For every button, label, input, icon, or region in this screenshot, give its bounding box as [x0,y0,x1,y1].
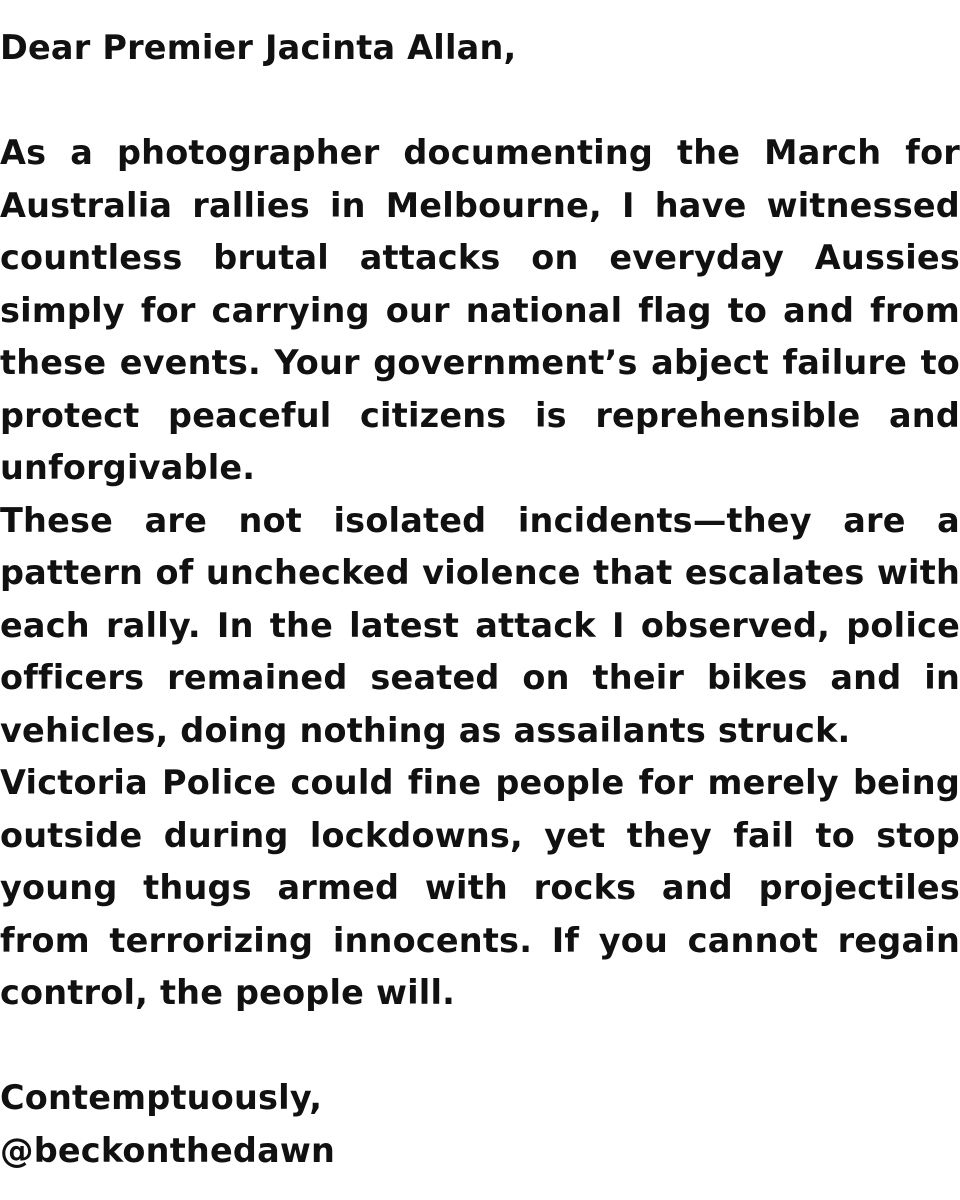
paragraph-victoria-police: Victoria Police could fine people for merely being outside during lockdowns, yet they fail to stop young thugs armed with rocks and projectiles from terrorizing innocents. If you cannot regain control, the people will. [0,763,960,1012]
paragraph-photographer-witness: As a photographer documenting the March for Australia rallies in Melbourne, I have witnessed countless brutal attacks on everyday Aussies simply for carrying our national flag to and from these events. Your government’s abject failure to protect peaceful citizens is reprehensible and unforgivable. [0,133,960,487]
signature-handle: @beckonthedawn [0,1130,336,1170]
paragraph-pattern-of-violence: These are not isolated incidents—they are a pattern of unchecked violence that escalates with each rally. In the latest attack I observed, police officers remained seated on their bikes and in vehicles, doing nothing as assailants struck. [0,500,960,750]
blank-line [0,1020,960,1073]
letter-body [0,22,960,1177]
blank-line [0,75,960,128]
salutation: Dear Premier Jacinta Allan, [0,28,517,67]
closing: Contemptuously, [0,1078,323,1117]
